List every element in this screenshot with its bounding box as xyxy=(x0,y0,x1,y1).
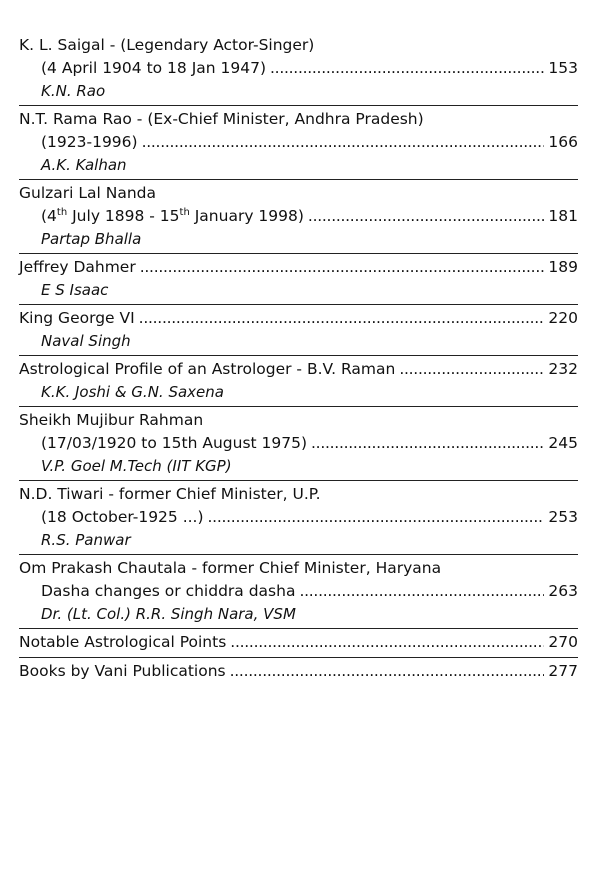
entry-title: Gulzari Lal Nanda xyxy=(19,184,157,202)
toc-entry-saigal xyxy=(19,32,578,106)
page-number: 166 xyxy=(548,133,578,151)
entry-title: N.T. Rama Rao - (Ex-Chief Minister, Andhra Pradesh) xyxy=(19,110,424,128)
leader-dots xyxy=(399,358,544,381)
page-number: 181 xyxy=(548,207,578,225)
page-number: 263 xyxy=(548,582,578,600)
entry-title: Sheikh Mujibur Rahman xyxy=(19,411,204,429)
page-number: 277 xyxy=(548,662,578,680)
toc-entry-tiwari xyxy=(19,481,578,555)
entry-author: V.P. Goel M.Tech (IIT KGP) xyxy=(41,457,232,475)
entry-subtitle: (18 October-1925 ...) xyxy=(41,508,204,526)
leader-dots xyxy=(230,631,544,654)
page-number: 232 xyxy=(548,360,578,378)
page-number: 253 xyxy=(548,508,578,526)
leader-dots xyxy=(208,506,544,529)
entry-author: A.K. Kalhan xyxy=(41,156,127,174)
entry-author: K.N. Rao xyxy=(41,82,106,100)
toc-entry-notable-points xyxy=(19,629,578,658)
toc-entry-george xyxy=(19,305,578,356)
entry-subtitle: (4th July 1898 - 15th January 1998) xyxy=(41,206,304,225)
toc-entry-ntr xyxy=(19,106,578,180)
leader-dots xyxy=(140,256,544,279)
entry-title: Astrological Profile of an Astrologer - B.V. Raman xyxy=(19,360,396,378)
entry-author: E S Isaac xyxy=(41,281,109,299)
entry-title: King George VI xyxy=(19,309,135,327)
leader-dots xyxy=(308,205,544,228)
toc-entry-nanda xyxy=(19,180,578,254)
leader-dots xyxy=(139,307,544,330)
toc-entry-mujib xyxy=(19,407,578,481)
entry-title: Jeffrey Dahmer xyxy=(19,258,136,276)
entry-title: Books by Vani Publications xyxy=(19,662,226,680)
page-number: 245 xyxy=(548,434,578,452)
entry-title: Om Prakash Chautala - former Chief Minister, Haryana xyxy=(19,559,442,577)
entry-author: R.S. Panwar xyxy=(41,531,131,549)
leader-dots xyxy=(230,660,544,683)
entry-title: Notable Astrological Points xyxy=(19,633,227,651)
page-number: 220 xyxy=(548,309,578,327)
entry-subtitle: (17/03/1920 to 15th August 1975) xyxy=(41,434,308,452)
entry-author: Naval Singh xyxy=(41,332,131,350)
leader-dots xyxy=(142,131,544,154)
entry-author: Partap Bhalla xyxy=(41,230,142,248)
toc-entry-books xyxy=(19,658,578,686)
entry-subtitle: (1923-1996) xyxy=(41,133,138,151)
entry-author: Dr. (Lt. Col.) R.R. Singh Nara, VSM xyxy=(41,605,296,623)
toc-entry-chautala xyxy=(19,555,578,629)
entry-title: N.D. Tiwari - former Chief Minister, U.P. xyxy=(19,485,321,503)
entry-author: K.K. Joshi & G.N. Saxena xyxy=(41,383,224,401)
leader-dots xyxy=(311,432,544,455)
leader-dots xyxy=(270,57,544,80)
leader-dots xyxy=(299,580,544,603)
page-number: 153 xyxy=(548,59,578,77)
page-number: 270 xyxy=(548,633,578,651)
toc-entry-raman xyxy=(19,356,578,407)
page-number: 189 xyxy=(548,258,578,276)
toc-entry-dahmer xyxy=(19,254,578,305)
entry-title: K. L. Saigal - (Legendary Actor-Singer) xyxy=(19,36,315,54)
entry-subtitle: Dasha changes or chiddra dasha xyxy=(41,582,296,600)
entry-subtitle: (4 April 1904 to 18 Jan 1947) xyxy=(41,59,267,77)
